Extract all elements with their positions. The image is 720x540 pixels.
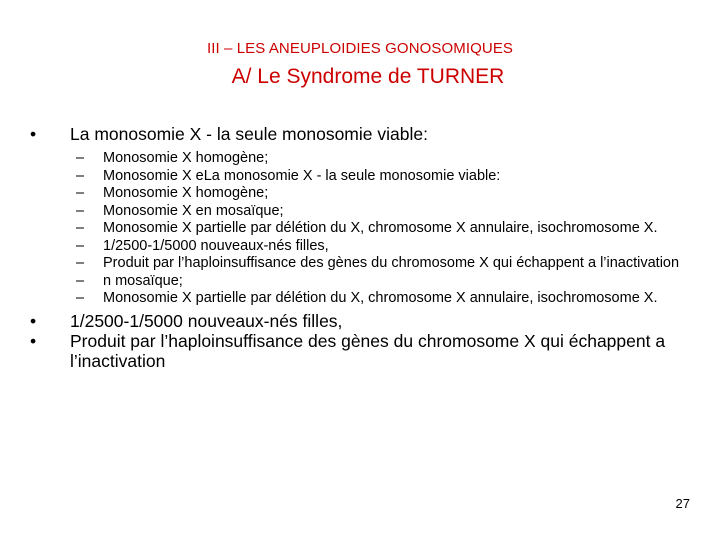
sub-bullet-item [30,220,690,237]
bottom-bullet-list [30,311,690,371]
dash-marker: – [76,220,85,236]
slide-body [30,124,690,371]
sub-bullet-item [30,290,690,307]
bottom-bullet-text: 1/2500-1/5000 nouveaux-nés filles, [70,310,343,331]
sub-bullet-text: Produit par l’haploinsuffisance des gènes du chromosome X qui échappent a l’inactivation [103,255,680,271]
page-number: 27 [675,496,690,511]
dash-marker: – [76,237,85,254]
sub-bullet-text: Monosomie X partielle par délétion du X, chromosome X annulaire, isochromosome X. [103,220,658,236]
sub-bullet-text: Monosomie X homogène; [103,185,269,201]
sub-bullet-text: Monosomie X partielle par délétion du X, chromosome X annulaire, isochromosome X. [103,290,658,306]
dash-marker: – [76,185,85,201]
sub-bullet-item [30,168,690,185]
main-bullet-text: La monosomie X - la seule monosomie viable: [70,124,428,144]
main-bullet-item [30,124,690,144]
bottom-bullet-item [30,331,690,371]
sub-bullet-item [30,185,690,202]
sub-bullet-text: 1/2500-1/5000 nouveaux-nés filles, [103,237,329,254]
sub-bullet-text: Monosomie X eLa monosomie X - la seule monosomie viable: [103,167,501,184]
sub-bullet-list [30,150,690,307]
bullet-marker: • [30,330,37,351]
sub-bullet-item [30,255,690,272]
dash-marker: – [76,167,85,184]
bottom-bullet-item [30,311,690,331]
sub-bullet-text: Monosomie X homogène; [103,150,269,166]
dash-marker: – [76,272,85,289]
sub-bullet-item [30,273,690,290]
dash-marker: – [76,150,85,166]
sub-bullet-text: n mosaïque; [103,272,183,289]
sub-bullet-item [30,203,690,220]
bottom-bullet-text: Produit par l’haploinsuffisance des gènes du chromosome X qui échappent a l’inactivation [70,330,666,371]
dash-marker: – [76,255,85,271]
sub-bullet-item [30,150,690,167]
slide-supertitle: III – LES ANEUPLOIDIES GONOSOMIQUES [206,40,514,57]
sub-bullet-item [30,238,690,255]
bullet-list [30,124,690,144]
dash-marker: – [76,290,85,306]
sub-bullet-text: Monosomie X en mosaïque; [103,202,284,219]
bullet-marker: • [30,310,37,331]
slide-title: A/ Le Syndrome de TURNER [231,65,505,88]
bullet-marker: • [30,124,37,144]
dash-marker: – [76,202,85,219]
